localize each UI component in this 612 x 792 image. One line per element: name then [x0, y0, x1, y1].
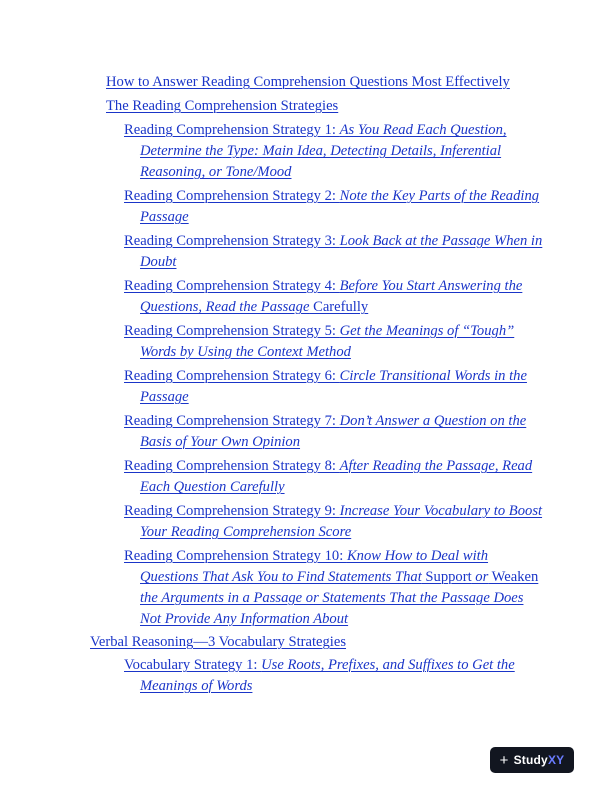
strategy-number: Reading Comprehension Strategy 3:	[124, 233, 340, 249]
strategy-title: Increase Your Vocabulary to Boost Your Reading Comprehension Score	[140, 503, 543, 540]
strategy-number: Reading Comprehension Strategy 6:	[124, 368, 340, 384]
strategy-number: Reading Comprehension Strategy 4:	[124, 278, 340, 294]
toc-entry-rc-strategy-3	[124, 231, 545, 273]
toc-link-rc-strategy-3[interactable]	[124, 233, 542, 270]
toc-link-rc-strategy-8[interactable]	[124, 458, 532, 495]
strategy-number: Vocabulary Strategy 1:	[124, 657, 262, 673]
toc-entry-verbal-reasoning	[90, 632, 560, 653]
strategy-title: Look Back at the Passage When in Doubt	[140, 233, 543, 270]
strategy-title-part-3: the Arguments in a Passage or Statements That the Passage Does Not Provide Any Information About	[140, 590, 524, 627]
toc-entry-rc-strategy-7	[124, 411, 545, 453]
strategy-number: Reading Comprehension Strategy 2:	[124, 188, 340, 204]
toc-link-rc-strategy-9[interactable]	[124, 503, 542, 540]
toc-entry-rc-strategy-6	[124, 366, 545, 408]
toc-link-rc-strategy-5[interactable]	[124, 323, 514, 360]
toc-entry-rc-strategy-9	[124, 501, 545, 543]
toc-link-rc-strategies[interactable]: The Reading Comprehension Strategies	[106, 98, 339, 114]
toc-entry-rc-strategy-1	[124, 120, 545, 183]
toc-entry-rc-strategy-8	[124, 456, 545, 498]
strategy-title-part-2: or	[471, 569, 489, 585]
toc-link-vocab-strategy-1[interactable]	[124, 657, 515, 694]
toc-link-rc-strategy-4[interactable]	[124, 278, 522, 315]
toc-entry-rc-strategy-5	[124, 321, 545, 363]
strategy-title: Before You Start Answering the Questions, Read the Passage	[140, 278, 523, 315]
toc-link-verbal-reasoning[interactable]: Verbal Reasoning—3 Vocabulary Strategies	[90, 634, 347, 650]
strategy-title: After Reading the Passage, Read Each Question Carefully	[140, 458, 533, 495]
toc-entry-rc-strategy-4	[124, 276, 545, 318]
strategy-title: As You Read Each Question, Determine the Type: Main Idea, Detecting Details, Inferential Reasoning, or Tone/Mood	[140, 122, 507, 180]
strategy-title: Get the Meanings of “Tough” Words by Using the Context Method	[140, 323, 515, 360]
brand-name: StudyXY	[513, 753, 565, 767]
toc-link-rc-strategy-7[interactable]	[124, 413, 526, 450]
toc-entry-how-to-answer	[106, 72, 556, 93]
keyword-support: Support	[421, 569, 472, 585]
toc-link-how-to-answer[interactable]: How to Answer Reading Comprehension Questions Most Effectively	[106, 74, 510, 90]
toc-link-rc-strategy-2[interactable]	[124, 188, 539, 225]
toc-entry-rc-strategies	[106, 96, 556, 117]
strategy-number: Reading Comprehension Strategy 5:	[124, 323, 340, 339]
strategy-number: Reading Comprehension Strategy 10:	[124, 548, 347, 564]
keyword-weaken: Weaken	[488, 569, 539, 585]
strategy-title: Note the Key Parts of the Reading Passage	[140, 188, 540, 225]
toc-entry-vocab-strategy-1	[124, 655, 545, 697]
strategy-title: Don’t Answer a Question on the Basis of Your Own Opinion	[140, 413, 527, 450]
toc-link-rc-strategy-6[interactable]	[124, 368, 527, 405]
toc-entry-rc-strategy-10	[124, 546, 545, 630]
plus-icon: +	[499, 751, 509, 769]
toc-link-rc-strategy-10[interactable]	[124, 548, 538, 627]
table-of-contents	[0, 72, 612, 697]
toc-link-rc-strategy-1[interactable]	[124, 122, 507, 180]
strategy-number: Reading Comprehension Strategy 9:	[124, 503, 340, 519]
strategy-title-part-1: Know How to Deal with Questions That Ask You to Find Statements That	[140, 548, 489, 585]
strategy-title-suffix: Carefully	[309, 299, 369, 315]
strategy-number: Reading Comprehension Strategy 1:	[124, 122, 340, 138]
strategy-number: Reading Comprehension Strategy 8:	[124, 458, 340, 474]
strategy-number: Reading Comprehension Strategy 7:	[124, 413, 340, 429]
toc-entry-rc-strategy-2	[124, 186, 545, 228]
strategy-title: Use Roots, Prefixes, and Suffixes to Get the Meanings of Words	[140, 657, 515, 694]
studyxy-badge[interactable]	[490, 747, 574, 773]
strategy-title: Circle Transitional Words in the Passage	[140, 368, 527, 405]
